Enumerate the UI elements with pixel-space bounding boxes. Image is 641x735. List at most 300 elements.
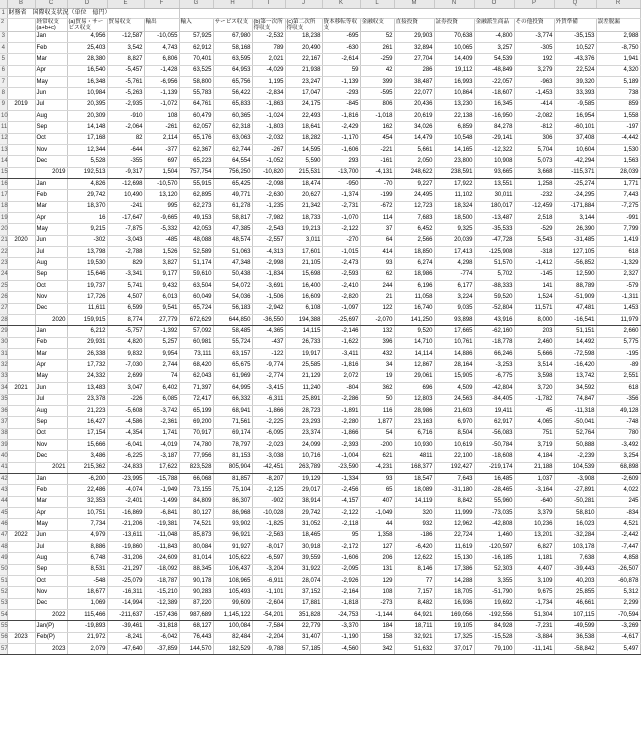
value-cell[interactable]: 10,908 — [474, 156, 514, 167]
value-cell[interactable]: 738 — [596, 88, 640, 99]
row-number[interactable]: 54 — [0, 610, 7, 621]
value-cell[interactable]: 15,646 — [67, 269, 107, 280]
value-cell[interactable]: 286 — [394, 65, 434, 76]
value-cell[interactable]: 25,855 — [554, 587, 596, 598]
value-cell[interactable]: 3,355 — [474, 576, 514, 587]
value-cell[interactable]: 13,120 — [144, 190, 179, 201]
value-cell[interactable]: 60,479 — [179, 110, 213, 121]
value-cell[interactable]: -1,622 — [322, 337, 360, 348]
value-cell[interactable]: 17,413 — [434, 247, 474, 258]
value-cell[interactable]: 238,591 — [434, 167, 474, 178]
value-cell[interactable]: 4,507 — [107, 292, 144, 303]
value-cell[interactable]: 1,419 — [596, 235, 640, 246]
value-cell[interactable]: -35,533 — [474, 224, 514, 235]
value-cell[interactable]: 21,972 — [67, 632, 107, 643]
value-cell[interactable]: -51,909 — [554, 292, 596, 303]
value-cell[interactable]: -4,586 — [107, 417, 144, 428]
value-cell[interactable]: -17,647 — [107, 213, 144, 224]
row-number[interactable]: 44 — [0, 496, 7, 507]
value-cell[interactable]: 4,956 — [67, 31, 107, 42]
value-cell[interactable]: 58,817 — [213, 213, 252, 224]
value-cell[interactable]: 162 — [360, 122, 394, 133]
value-cell[interactable]: 261 — [360, 42, 394, 53]
row-number[interactable]: 30 — [0, 337, 7, 348]
value-cell[interactable]: 20,490 — [285, 42, 322, 53]
value-cell[interactable]: -25,697 — [322, 315, 360, 326]
value-cell[interactable]: 20,039 — [434, 235, 474, 246]
value-cell[interactable]: 19,737 — [67, 281, 107, 292]
value-cell[interactable]: 17,168 — [67, 133, 107, 144]
value-cell[interactable]: -2,204 — [252, 632, 285, 643]
row-number[interactable]: 7 — [0, 76, 7, 87]
value-cell[interactable]: -1,818 — [322, 598, 360, 609]
value-cell[interactable]: -122 — [252, 349, 285, 360]
value-cell[interactable]: 342 — [360, 644, 394, 655]
value-cell[interactable]: 37,152 — [285, 587, 322, 598]
row-number[interactable]: 22 — [0, 247, 7, 258]
value-cell[interactable]: 19,917 — [285, 349, 322, 360]
value-cell[interactable]: 62,912 — [179, 42, 213, 53]
value-cell[interactable]: 18,986 — [394, 269, 434, 280]
value-cell[interactable]: -2,410 — [322, 281, 360, 292]
value-cell[interactable]: -3,691 — [252, 281, 285, 292]
value-cell[interactable]: 6,452 — [394, 224, 434, 235]
value-cell[interactable]: -259 — [360, 54, 394, 65]
value-cell[interactable]: 60,049 — [179, 292, 213, 303]
value-cell[interactable]: 38,914 — [285, 496, 322, 507]
row-number[interactable]: 23 — [0, 258, 7, 269]
value-cell[interactable]: -54,201 — [252, 610, 285, 621]
value-cell[interactable]: -10,028 — [252, 507, 285, 518]
value-cell[interactable]: -42,451 — [252, 462, 285, 473]
column-letter-n[interactable]: N — [434, 0, 474, 8]
value-cell[interactable]: -1,139 — [144, 88, 179, 99]
row-number[interactable]: 9 — [0, 99, 7, 110]
value-cell[interactable]: 2,021 — [252, 54, 285, 65]
value-cell[interactable]: 15,905 — [434, 371, 474, 382]
value-cell[interactable]: -4,560 — [322, 644, 360, 655]
value-cell[interactable]: 21 — [360, 292, 394, 303]
value-cell[interactable]: 34,592 — [554, 383, 596, 394]
value-cell[interactable]: 8,531 — [67, 564, 107, 575]
value-cell[interactable]: -73,035 — [474, 507, 514, 518]
value-cell[interactable]: 697 — [144, 156, 179, 167]
value-cell[interactable]: -318 — [514, 247, 554, 258]
value-cell[interactable]: 22,724 — [434, 530, 474, 541]
value-cell[interactable]: 19,129 — [285, 473, 322, 484]
value-cell[interactable]: 2,114 — [144, 133, 179, 144]
value-cell[interactable]: -31,818 — [144, 621, 179, 632]
value-cell[interactable]: -1,097 — [322, 303, 360, 314]
value-cell[interactable]: 141 — [514, 281, 554, 292]
value-cell[interactable]: -16,541 — [554, 315, 596, 326]
value-cell[interactable]: 6,013 — [144, 292, 179, 303]
value-cell[interactable]: 6,859 — [434, 122, 474, 133]
value-cell[interactable]: 47,385 — [213, 224, 252, 235]
value-cell[interactable]: -7,875 — [107, 224, 144, 235]
value-cell[interactable]: 23,293 — [285, 417, 322, 428]
column-letter-k[interactable]: K — [322, 0, 360, 8]
value-cell[interactable]: 9,432 — [144, 281, 179, 292]
value-cell[interactable]: -23,590 — [322, 462, 360, 473]
value-cell[interactable]: -804 — [322, 383, 360, 394]
value-cell[interactable]: 159,915 — [67, 315, 107, 326]
value-cell[interactable]: 206 — [360, 553, 394, 564]
value-cell[interactable]: 21,105 — [285, 258, 322, 269]
value-cell[interactable]: 4811 — [394, 451, 434, 462]
row-number[interactable]: 41 — [0, 462, 7, 473]
value-cell[interactable]: 108 — [144, 110, 179, 121]
value-cell[interactable]: -2,032 — [252, 133, 285, 144]
value-cell[interactable]: 3,011 — [285, 235, 322, 246]
value-cell[interactable]: 40,203 — [554, 576, 596, 587]
value-cell[interactable]: 5,189 — [596, 76, 640, 87]
row-number[interactable]: 14 — [0, 156, 7, 167]
value-cell[interactable]: -36,550 — [252, 315, 285, 326]
column-letter-p[interactable]: P — [514, 0, 554, 8]
value-cell[interactable]: 7,683 — [394, 213, 434, 224]
value-cell[interactable]: 23,378 — [67, 394, 107, 405]
value-cell[interactable]: 17,047 — [285, 88, 322, 99]
value-cell[interactable]: -1,144 — [360, 610, 394, 621]
value-cell[interactable]: 50,888 — [554, 439, 596, 450]
value-cell[interactable]: -6,200 — [67, 473, 107, 484]
row-number[interactable]: 33 — [0, 371, 7, 382]
value-cell[interactable]: -39,461 — [107, 621, 144, 632]
value-cell[interactable]: 18,089 — [394, 485, 434, 496]
value-cell[interactable]: -12,322 — [474, 144, 514, 155]
value-cell[interactable]: 9,520 — [394, 326, 434, 337]
row-number[interactable]: 10 — [0, 110, 7, 121]
value-cell[interactable]: -2,393 — [322, 439, 360, 450]
value-cell[interactable]: 432 — [360, 349, 394, 360]
value-cell[interactable]: 11,999 — [434, 507, 474, 518]
value-cell[interactable]: 81,857 — [213, 473, 252, 484]
value-cell[interactable]: -42,294 — [554, 156, 596, 167]
value-cell[interactable]: 65,199 — [179, 405, 213, 416]
row-number[interactable]: 57 — [0, 644, 7, 655]
value-cell[interactable]: -5,457 — [107, 65, 144, 76]
row-number[interactable]: 48 — [0, 541, 7, 552]
value-cell[interactable]: -60,101 — [554, 122, 596, 133]
value-cell[interactable]: 76,443 — [179, 632, 213, 643]
value-cell[interactable]: -70 — [360, 178, 394, 189]
value-cell[interactable]: 88,345 — [179, 564, 213, 575]
value-cell[interactable]: -6,420 — [394, 541, 434, 552]
value-cell[interactable]: -1,101 — [252, 587, 285, 598]
value-cell[interactable]: 3,827 — [144, 258, 179, 269]
value-cell[interactable]: -10,055 — [144, 31, 179, 42]
value-cell[interactable]: 9,325 — [434, 224, 474, 235]
value-cell[interactable]: 49,771 — [213, 190, 252, 201]
value-cell[interactable]: -1,866 — [322, 428, 360, 439]
value-cell[interactable]: -2,122 — [322, 224, 360, 235]
value-cell[interactable]: 55,960 — [474, 496, 514, 507]
value-cell[interactable]: 93,902 — [213, 519, 252, 530]
value-cell[interactable]: 5,497 — [596, 644, 640, 655]
value-cell[interactable]: 127 — [360, 541, 394, 552]
value-cell[interactable]: 39,559 — [285, 553, 322, 564]
value-cell[interactable]: 51,151 — [554, 326, 596, 337]
value-cell[interactable]: 11,240 — [285, 383, 322, 394]
value-cell[interactable]: -1,311 — [596, 292, 640, 303]
value-cell[interactable]: 26,338 — [67, 349, 107, 360]
value-cell[interactable]: 2,744 — [144, 360, 179, 371]
column-letter-c[interactable]: C — [35, 0, 67, 8]
value-cell[interactable]: -4,800 — [474, 31, 514, 42]
value-cell[interactable]: -5,757 — [107, 326, 144, 337]
value-cell[interactable]: -2,563 — [252, 530, 285, 541]
value-cell[interactable]: 18,474 — [285, 178, 322, 189]
value-cell[interactable]: 3,144 — [554, 213, 596, 224]
value-cell[interactable]: -21,206 — [107, 519, 144, 530]
value-cell[interactable]: 54,036 — [213, 292, 252, 303]
value-cell[interactable]: -302 — [67, 235, 107, 246]
value-cell[interactable]: -221 — [360, 144, 394, 155]
value-cell[interactable]: -3,908 — [554, 473, 596, 484]
value-cell[interactable]: -3,164 — [514, 485, 554, 496]
value-cell[interactable]: 77 — [394, 576, 434, 587]
value-cell[interactable]: 1,181 — [514, 553, 554, 564]
value-cell[interactable]: 32,894 — [394, 42, 434, 53]
value-cell[interactable]: -25,079 — [107, 576, 144, 587]
row-number[interactable]: 13 — [0, 144, 7, 155]
value-cell[interactable]: 351,828 — [285, 610, 322, 621]
value-cell[interactable]: -7,584 — [252, 621, 285, 632]
value-cell[interactable]: -2,098 — [252, 178, 285, 189]
value-cell[interactable]: 2,566 — [394, 235, 434, 246]
value-cell[interactable]: 70,917 — [179, 428, 213, 439]
value-cell[interactable]: 80,127 — [179, 507, 213, 518]
row-number[interactable]: 32 — [0, 360, 7, 371]
value-cell[interactable]: 17,922 — [434, 178, 474, 189]
value-cell[interactable]: -595 — [360, 88, 394, 99]
value-cell[interactable]: 1,037 — [514, 473, 554, 484]
value-cell[interactable]: -902 — [252, 496, 285, 507]
value-cell[interactable]: -48,849 — [474, 65, 514, 76]
value-cell[interactable]: 52,589 — [179, 247, 213, 258]
value-cell[interactable]: 59,610 — [179, 269, 213, 280]
value-cell[interactable]: 64,953 — [213, 65, 252, 76]
value-cell[interactable]: -1,499 — [144, 496, 179, 507]
value-cell[interactable]: 95 — [322, 530, 360, 541]
value-cell[interactable]: -2,401 — [107, 496, 144, 507]
value-cell[interactable]: -42,804 — [474, 383, 514, 394]
value-cell[interactable]: -5,608 — [107, 405, 144, 416]
value-cell[interactable]: 2,072 — [322, 371, 360, 382]
row-number[interactable]: 3 — [0, 31, 7, 42]
value-cell[interactable]: 108,965 — [213, 576, 252, 587]
value-cell[interactable]: -4,354 — [107, 428, 144, 439]
value-cell[interactable]: -2,788 — [107, 247, 144, 258]
value-cell[interactable]: -88,333 — [474, 281, 514, 292]
value-cell[interactable]: -3,415 — [252, 383, 285, 394]
row-number[interactable]: 4 — [0, 42, 7, 53]
value-cell[interactable]: 454 — [360, 133, 394, 144]
value-cell[interactable]: -1,816 — [322, 110, 360, 121]
value-cell[interactable]: -145 — [514, 269, 554, 280]
value-cell[interactable]: 90,283 — [179, 587, 213, 598]
value-cell[interactable]: -12,587 — [107, 31, 144, 42]
value-cell[interactable]: 56,422 — [213, 88, 252, 99]
value-cell[interactable]: 29,742 — [67, 190, 107, 201]
value-cell[interactable]: 103,178 — [554, 541, 596, 552]
value-cell[interactable]: 14,886 — [434, 349, 474, 360]
value-cell[interactable]: -6,841 — [144, 507, 179, 518]
row-number[interactable]: 17 — [0, 190, 7, 201]
value-cell[interactable]: 38,487 — [394, 76, 434, 87]
value-cell[interactable]: 8,482 — [394, 598, 434, 609]
value-cell[interactable]: 21,223 — [67, 405, 107, 416]
value-cell[interactable]: -845 — [322, 99, 360, 110]
value-cell[interactable]: 158 — [360, 632, 394, 643]
value-cell[interactable]: 22,100 — [434, 451, 474, 462]
value-cell[interactable]: 17,325 — [434, 632, 474, 643]
value-cell[interactable]: -120,597 — [474, 541, 514, 552]
value-cell[interactable]: 66,246 — [474, 349, 514, 360]
value-cell[interactable]: 50,438 — [213, 269, 252, 280]
value-cell[interactable]: -9,665 — [144, 213, 179, 224]
value-cell[interactable]: 1,069 — [67, 598, 107, 609]
value-cell[interactable]: -8,750 — [596, 42, 640, 53]
row-number[interactable]: 21 — [0, 235, 7, 246]
value-cell[interactable]: 8,504 — [434, 428, 474, 439]
value-cell[interactable]: 215,362 — [67, 462, 107, 473]
value-cell[interactable]: 1,563 — [596, 156, 640, 167]
value-cell[interactable]: -3,884 — [514, 632, 554, 643]
value-cell[interactable]: -548 — [67, 576, 107, 587]
value-cell[interactable]: 43,916 — [474, 315, 514, 326]
value-cell[interactable]: 15,130 — [434, 553, 474, 564]
value-cell[interactable]: 644,850 — [213, 315, 252, 326]
value-cell[interactable]: -2,429 — [322, 122, 360, 133]
value-cell[interactable]: 9,177 — [144, 269, 179, 280]
value-cell[interactable]: 180,017 — [474, 201, 514, 212]
value-cell[interactable]: 22,493 — [285, 110, 322, 121]
value-cell[interactable]: 105,622 — [213, 553, 252, 564]
value-cell[interactable]: -47,728 — [474, 235, 514, 246]
value-cell[interactable]: 6,196 — [394, 281, 434, 292]
value-cell[interactable]: 84,809 — [179, 496, 213, 507]
value-cell[interactable]: 6,806 — [144, 54, 179, 65]
value-cell[interactable]: 11,611 — [67, 303, 107, 314]
value-cell[interactable]: -171,884 — [554, 201, 596, 212]
value-cell[interactable]: -267 — [252, 144, 285, 155]
value-cell[interactable]: -226 — [107, 394, 144, 405]
value-cell[interactable]: -58,842 — [554, 644, 596, 655]
value-cell[interactable]: 192,427 — [434, 462, 474, 473]
value-cell[interactable]: 20,436 — [394, 99, 434, 110]
column-letter-i[interactable]: I — [252, 0, 285, 8]
value-cell[interactable]: -16,420 — [554, 360, 596, 371]
row-number[interactable]: 34 — [0, 383, 7, 394]
value-cell[interactable]: 28,164 — [434, 360, 474, 371]
value-cell[interactable]: 55,724 — [213, 337, 252, 348]
value-cell[interactable]: -7,231 — [514, 621, 554, 632]
value-cell[interactable]: -2,064 — [107, 122, 144, 133]
value-cell[interactable]: 61,969 — [213, 371, 252, 382]
value-cell[interactable]: 2,079 — [67, 644, 107, 655]
value-cell[interactable]: 45 — [514, 405, 554, 416]
value-cell[interactable]: 61,278 — [213, 201, 252, 212]
value-cell[interactable]: 9,832 — [107, 349, 144, 360]
value-cell[interactable]: 28,039 — [596, 167, 640, 178]
value-cell[interactable]: 28,723 — [285, 405, 322, 416]
value-cell[interactable]: 19,411 — [474, 405, 514, 416]
value-cell[interactable]: -3,204 — [252, 564, 285, 575]
row-number[interactable]: 25 — [0, 281, 7, 292]
value-cell[interactable]: -10,570 — [144, 178, 179, 189]
column-letter-j[interactable]: J — [285, 0, 322, 8]
value-cell[interactable]: 2,551 — [596, 371, 640, 382]
value-cell[interactable]: 84,278 — [474, 122, 514, 133]
value-cell[interactable]: -1,506 — [252, 292, 285, 303]
value-cell[interactable]: 1,195 — [252, 76, 285, 87]
value-cell[interactable]: 74,847 — [554, 394, 596, 405]
value-cell[interactable]: 5,704 — [514, 144, 554, 155]
value-cell[interactable]: 58,810 — [554, 507, 596, 518]
value-cell[interactable]: 64,761 — [179, 99, 213, 110]
value-cell[interactable]: -50,784 — [474, 439, 514, 450]
value-cell[interactable]: -11,318 — [554, 405, 596, 416]
value-cell[interactable]: 29,742 — [285, 507, 322, 518]
value-cell[interactable]: 81,153 — [213, 451, 252, 462]
value-cell[interactable]: 17,726 — [67, 292, 107, 303]
value-cell[interactable]: -2,164 — [322, 587, 360, 598]
value-cell[interactable]: 3,720 — [514, 383, 554, 394]
value-cell[interactable]: 5,528 — [67, 156, 107, 167]
value-cell[interactable]: 31,052 — [285, 519, 322, 530]
value-cell[interactable]: 1,453 — [596, 303, 640, 314]
value-cell[interactable]: -2,122 — [322, 507, 360, 518]
value-cell[interactable]: 131 — [360, 564, 394, 575]
column-letter-h[interactable]: H — [213, 0, 252, 8]
value-cell[interactable]: 5,661 — [394, 144, 434, 155]
value-cell[interactable]: 10,065 — [434, 42, 474, 53]
value-cell[interactable]: 618 — [596, 247, 640, 258]
value-cell[interactable]: 192 — [514, 54, 554, 65]
value-cell[interactable]: 29,903 — [394, 31, 434, 42]
value-cell[interactable]: 12,962 — [434, 519, 474, 530]
value-cell[interactable]: 96,921 — [213, 530, 252, 541]
value-cell[interactable]: 62 — [360, 269, 394, 280]
value-cell[interactable]: -7,275 — [596, 201, 640, 212]
value-cell[interactable]: 69,174 — [213, 428, 252, 439]
value-cell[interactable]: 36,538 — [554, 632, 596, 643]
value-cell[interactable]: -963 — [514, 76, 554, 87]
value-cell[interactable]: 5,257 — [144, 337, 179, 348]
value-cell[interactable]: -9,585 — [554, 99, 596, 110]
column-letter-g[interactable]: G — [179, 0, 213, 8]
row-number[interactable]: 40 — [0, 451, 7, 462]
row-number[interactable]: 37 — [0, 417, 7, 428]
value-cell[interactable]: 2,050 — [394, 156, 434, 167]
value-cell[interactable]: 12,344 — [67, 144, 107, 155]
value-cell[interactable]: 13,742 — [554, 371, 596, 382]
value-cell[interactable]: 18,370 — [67, 201, 107, 212]
value-cell[interactable]: -28,465 — [474, 485, 514, 496]
value-cell[interactable]: -3,038 — [252, 451, 285, 462]
value-cell[interactable]: 54,072 — [213, 281, 252, 292]
value-cell[interactable]: 62,273 — [179, 201, 213, 212]
value-cell[interactable]: 37,408 — [554, 133, 596, 144]
value-cell[interactable]: 6,599 — [107, 303, 144, 314]
value-cell[interactable]: 107,115 — [554, 610, 596, 621]
value-cell[interactable]: -51,790 — [474, 587, 514, 598]
value-cell[interactable]: 16,936 — [434, 598, 474, 609]
value-cell[interactable]: -579 — [596, 281, 640, 292]
value-cell[interactable]: 6,970 — [434, 417, 474, 428]
